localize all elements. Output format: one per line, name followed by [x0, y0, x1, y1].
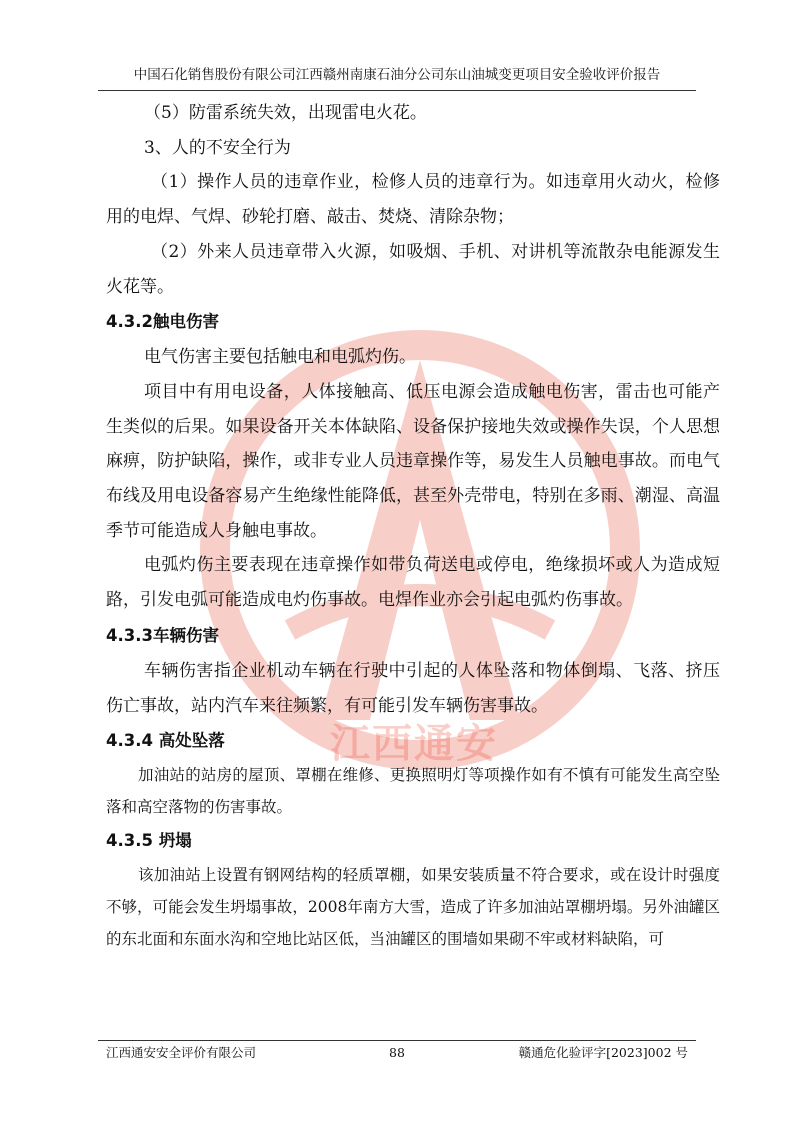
footer-doc-number: 赣通危化验评字[2023]002 号 [518, 1045, 688, 1060]
paragraph: 项目中有用电设备，人体接触高、低压电源会造成触电伤害，雷击也可能产生类似的后果。如果设备开关本体缺陷、设备保护接地失效或操作失误，个人思想麻痹，防护缺陷，操作，或非专业人员违章操作等，易发生人员触电事故。而电气布线及用电设备容易产生绝缘性能降低，甚至外壳带电，特别在多雨、潮湿、高温季节可能造成人身触电事故。 [106, 381, 720, 541]
paragraph: （2）外来人员违章带入火源，如吸烟、手机、对讲机等流散杂电能源发生火花等。 [106, 241, 720, 297]
paragraph: （1）操作人员的违章作业，检修人员的违章行为。如违章用火动火，检修用的电焊、气焊、砂轮打磨、敲击、焚烧、清除杂物； [106, 172, 720, 228]
page-footer [98, 1040, 696, 1060]
section-heading: 4.3.3车辆伤害 [106, 625, 219, 645]
page-body [106, 96, 720, 955]
paragraph: 3、人的不安全行为 [144, 137, 291, 158]
section-heading: 4.3.5 坍塌 [106, 831, 192, 851]
section-heading: 4.3.2触电伤害 [106, 312, 219, 332]
paragraph: （5）防雷系统失效，出现雷电火花。 [144, 103, 427, 123]
page-header [98, 60, 696, 91]
paragraph: 电弧灼伤主要表现在违章操作如带负荷送电或停电，绝缘损坏或人为造成短路，引发电弧可能造成电灼伤事故。电焊作业亦会引起电弧灼伤事故。 [106, 555, 720, 611]
paragraph: 车辆伤害指企业机动车辆在行驶中引起的人体坠落和物体倒塌、飞落、挤压伤亡事故，站内汽车来往频繁，有可能引发车辆伤害事故。 [106, 660, 720, 716]
paragraph: 加油站的站房的屋顶、罩棚在维修、更换照明灯等项操作如有不慎有可能发生高空坠落和高空落物的伤害事故。 [106, 766, 720, 817]
header-title: 中国石化销售股份有限公司江西赣州南康石油分公司东山油城变更项目安全验收评价报告 [133, 67, 661, 83]
paragraph: 该加油站上设置有钢网结构的轻质罩棚，如果安装质量不符合要求，或在设计时强度不够，可能会发生坍塌事故，2008年南方大雪，造成了许多加油站罩棚坍塌。另外油罐区的东北面和东面水沟和空地比站区低，当油罐区的围墙如果砌不牢或材料缺陷，可 [106, 866, 720, 949]
footer-company: 江西通安安全评价有限公司 [106, 1045, 257, 1060]
watermark-stamp-text: 江西通安 [330, 721, 498, 767]
section-heading: 4.3.4 高处坠落 [106, 731, 225, 751]
paragraph: 电气伤害主要包括触电和电弧灼伤。 [144, 347, 416, 368]
page-number: 88 [389, 1045, 405, 1060]
